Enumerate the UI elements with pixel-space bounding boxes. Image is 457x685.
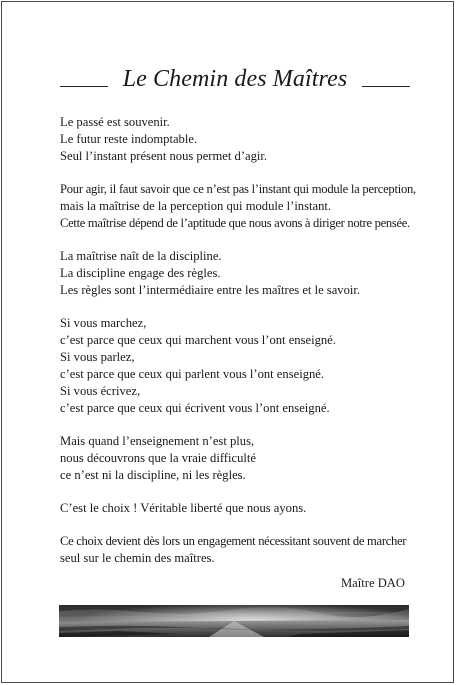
poem-line: Si vous parlez, [60, 350, 135, 364]
stanza [60, 181, 416, 232]
poem-line: Pour agir, il faut savoir que ce n’est pas l’instant qui module la perception, [60, 182, 416, 196]
signature: Maître DAO [340, 576, 405, 590]
poem-line: Seul l’instant présent nous permet d’agir. [60, 149, 268, 163]
poem-line: Si vous marchez, [60, 316, 147, 330]
poem-line: c’est parce que ceux qui écrivent vous l’ont enseigné. [60, 401, 330, 415]
stanza [60, 433, 412, 484]
poem-line: La maîtrise naît de la discipline. [60, 249, 222, 263]
poem-line: seul sur le chemin des maîtres. [60, 551, 215, 565]
poem-line: c’est parce que ceux qui parlent vous l’ont enseigné. [60, 367, 325, 381]
poem-line: La discipline engage des règles. [60, 266, 221, 280]
stanza [60, 248, 412, 299]
poem-line: C’est le choix ! Véritable liberté que nous ayons. [60, 501, 307, 515]
poem-line: Le futur reste indomptable. [60, 132, 198, 146]
page-title: Le Chemin des Maîtres [122, 66, 348, 92]
poem-line: ce n’est ni la discipline, ni les règles. [60, 468, 246, 482]
poem-line: mais la maîtrise de la perception qui module l’instant. [60, 199, 332, 213]
poem-line: Cette maîtrise dépend de l’aptitude que nous avons à diriger notre pensée. [60, 216, 410, 230]
poem-line: Les règles sont l’intermédiaire entre les maîtres et le savoir. [60, 283, 361, 297]
title-rule-right [362, 86, 410, 87]
stanza [60, 114, 412, 165]
stanza [60, 315, 412, 417]
stanza [60, 533, 412, 567]
poem-line: c’est parce que ceux qui marchent vous l’ont enseigné. [60, 333, 336, 347]
poem-line: nous découvrons que la vraie difficulté [60, 451, 256, 465]
landscape-photo [59, 605, 409, 637]
document-page [1, 1, 454, 683]
poem-line: Si vous écrivez, [60, 384, 141, 398]
poem-body [60, 114, 416, 567]
title-row [60, 62, 410, 96]
poem-line: Mais quand l’enseignement n’est plus, [60, 434, 255, 448]
poem-line: Ce choix devient dès lors un engagement nécessitant souvent de marcher [60, 534, 407, 548]
stanza [60, 500, 412, 517]
poem-line: Le passé est souvenir. [60, 115, 170, 129]
